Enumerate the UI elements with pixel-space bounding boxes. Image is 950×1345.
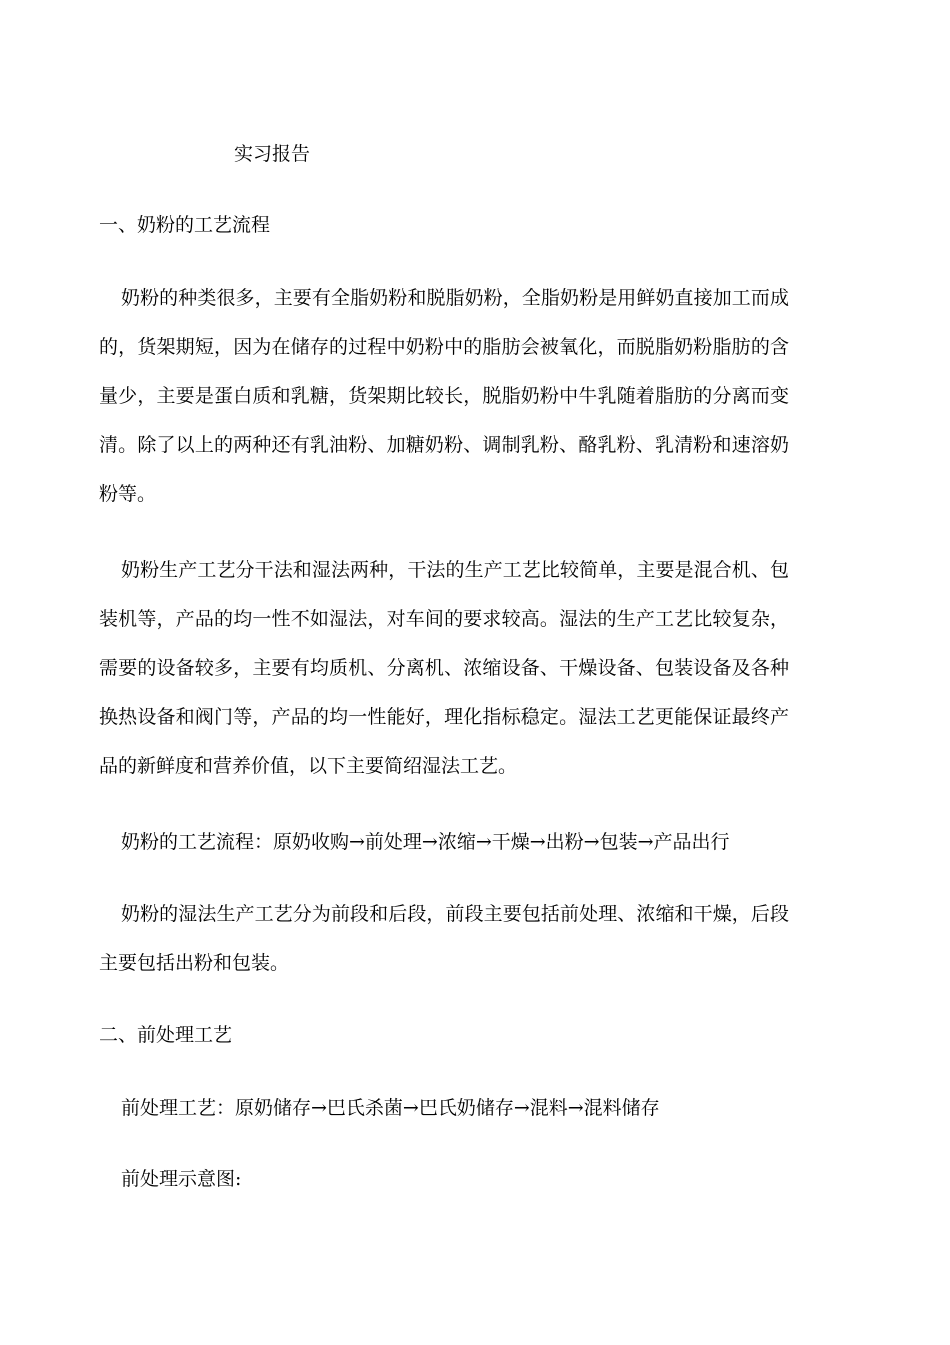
section-heading-2: 二、前处理工艺 bbox=[99, 1024, 233, 1046]
document-title: 实习报告 bbox=[234, 143, 311, 165]
section-heading-1: 一、奶粉的工艺流程 bbox=[99, 214, 271, 236]
diagram-caption: 前处理示意图: bbox=[121, 1168, 242, 1190]
paragraph-wet-process-stages: 奶粉的湿法生产工艺分为前段和后段，前段主要包括前处理、浓缩和干燥，后段主要包括出粉和包装。 bbox=[99, 903, 789, 974]
paragraph-milk-powder-types: 奶粉的种类很多，主要有全脂奶粉和脱脂奶粉，全脂奶粉是用鲜奶直接加工而成的，货架期短，因为在储存的过程中奶粉中的脂肪会被氧化，而脱脂奶粉脂肪的含量少，主要是蛋白质和乳糖，货架期比较长，脱脂奶粉中牛乳随着脂肪的分离而变清。除了以上的两种还有乳油粉、加糖奶粉、调制乳粉、酪乳粉、乳清粉和速溶奶粉等。 bbox=[99, 287, 789, 505]
paragraph-process-flow: 奶粉的工艺流程：原奶收购→前处理→浓缩→干燥→出粉→包装→产品出行 bbox=[121, 831, 730, 853]
pretreatment-process-line: 前处理工艺：原奶储存→巴氏杀菌→巴氏奶储存→混料→混料储存 bbox=[121, 1097, 660, 1119]
paragraph-dry-wet-process: 奶粉生产工艺分干法和湿法两种，干法的生产工艺比较简单，主要是混合机、包装机等，产品的均一性不如湿法，对车间的要求较高。湿法的生产工艺比较复杂，需要的设备较多，主要有均质机、分离机、浓缩设备、干燥设备、包装设备及各种换热设备和阀门等，产品的均一性能好，理化指标稳定。湿法工艺更能保证最终产品的新鲜度和营养价值，以下主要简绍湿法工艺。 bbox=[99, 559, 789, 777]
